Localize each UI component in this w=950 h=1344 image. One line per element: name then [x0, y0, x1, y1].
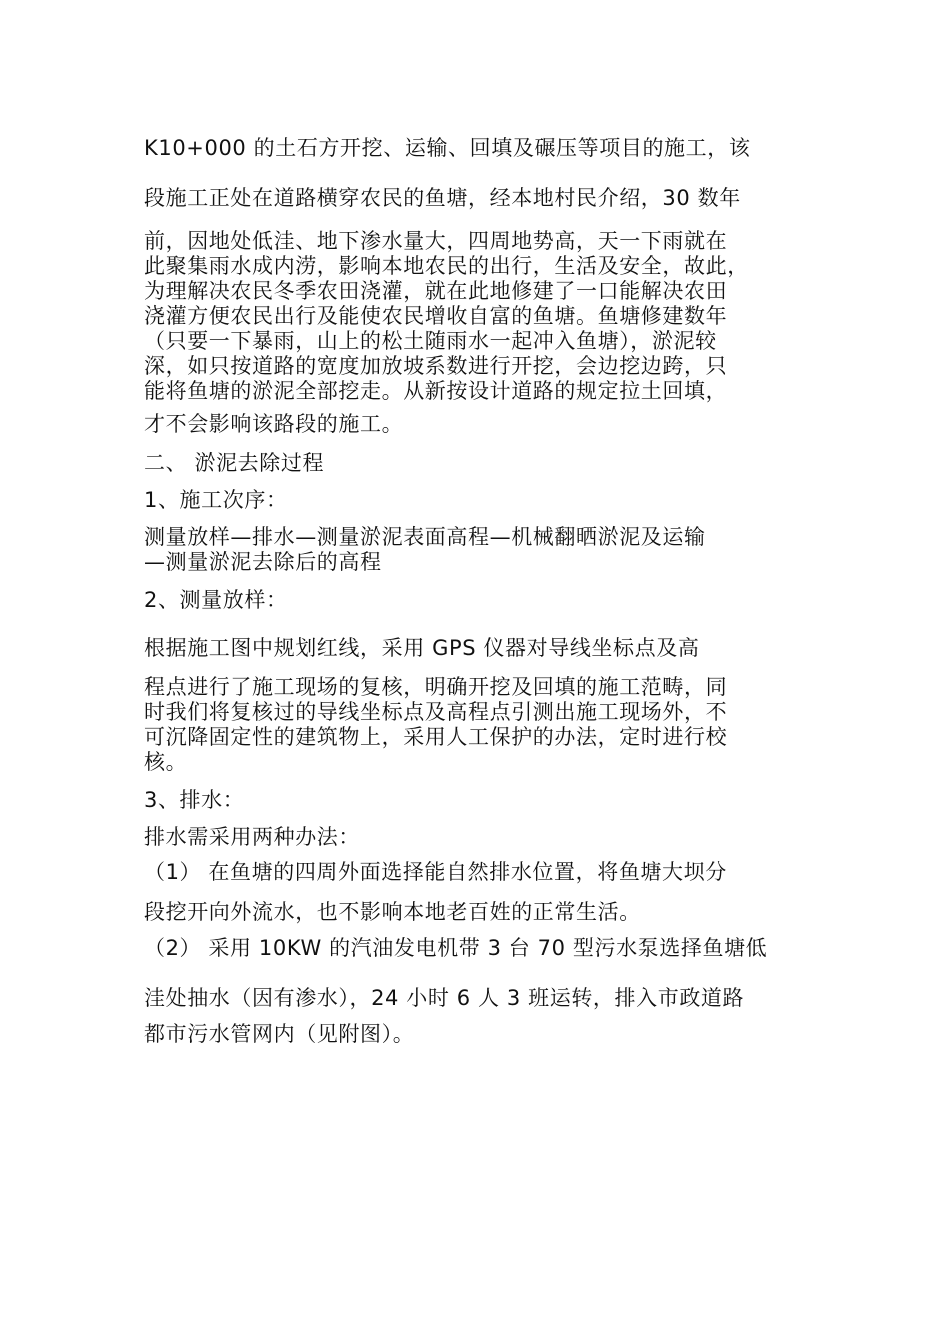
list-item: 段挖开向外流水，也不影响本地老百姓的正常生活。 [144, 900, 641, 924]
list-item: 都市污水管网内（见附图）。 [144, 1022, 415, 1046]
paragraph-line: 段施工正处在道路横穿农民的鱼塘，经本地村民介绍，30 数年 [144, 186, 741, 210]
paragraph-line: 可沉降固定性的建筑物上，采用人工保护的办法，定时进行校 [144, 725, 728, 749]
list-item: 洼处抽水（因有渗水），24 小时 6 人 3 班运转，排入市政道路 [144, 986, 745, 1010]
paragraph-line: 排水需采用两种办法： [144, 825, 360, 849]
paragraph-line: 测量放样—排水—测量淤泥表面高程—机械翻晒淤泥及运输 [144, 525, 706, 549]
paragraph-line: 程点进行了施工现场的复核，明确开挖及回填的施工范畴，同 [144, 675, 728, 699]
list-item: （1） 在鱼塘的四周外面选择能自然排水位置，将鱼塘大坝分 [144, 860, 727, 884]
paragraph-line: 深，如只按道路的宽度加放坡系数进行开挖，会边挖边跨，只 [144, 354, 728, 378]
section-heading: 二、 淤泥去除过程 [144, 451, 325, 475]
paragraph-line: 时我们将复核过的导线坐标点及高程点引测出施工现场外，不 [144, 700, 728, 724]
paragraph-line: （只要一下暴雨，山上的松土随雨水一起冲入鱼塘），淤泥较 [144, 329, 717, 353]
paragraph-line: 核。 [144, 750, 188, 774]
item-heading: 1、施工次序： [144, 488, 288, 512]
list-item: （2） 采用 10KW 的汽油发电机带 3 台 70 型污水泵选择鱼塘低 [144, 936, 768, 960]
item-heading: 2、测量放样： [144, 588, 288, 612]
paragraph-line: K10+000 的土石方开挖、运输、回填及碾压等项目的施工，该 [144, 136, 751, 160]
item-heading: 3、排水： [144, 788, 245, 812]
paragraph-line: 根据施工图中规划红线，采用 GPS 仪器对导线坐标点及高 [144, 636, 700, 660]
paragraph-line: 才不会影响该路段的施工。 [144, 412, 404, 436]
paragraph-line: —测量淤泥去除后的高程 [144, 550, 382, 574]
paragraph-line: 浇灌方便农民出行及能使农民增收自富的鱼塘。鱼塘修建数年 [144, 304, 728, 328]
paragraph-line: 为理解决农民冬季农田浇灌，就在此地修建了一口能解决农田 [144, 279, 728, 303]
paragraph-line: 此聚集雨水成内涝，影响本地农民的出行，生活及安全，故此， [144, 254, 749, 278]
paragraph-line: 能将鱼塘的淤泥全部挖走。从新按设计道路的规定拉土回填， [144, 379, 728, 403]
paragraph-line: 前，因地处低洼、地下渗水量大，四周地势高，天一下雨就在 [144, 229, 728, 253]
